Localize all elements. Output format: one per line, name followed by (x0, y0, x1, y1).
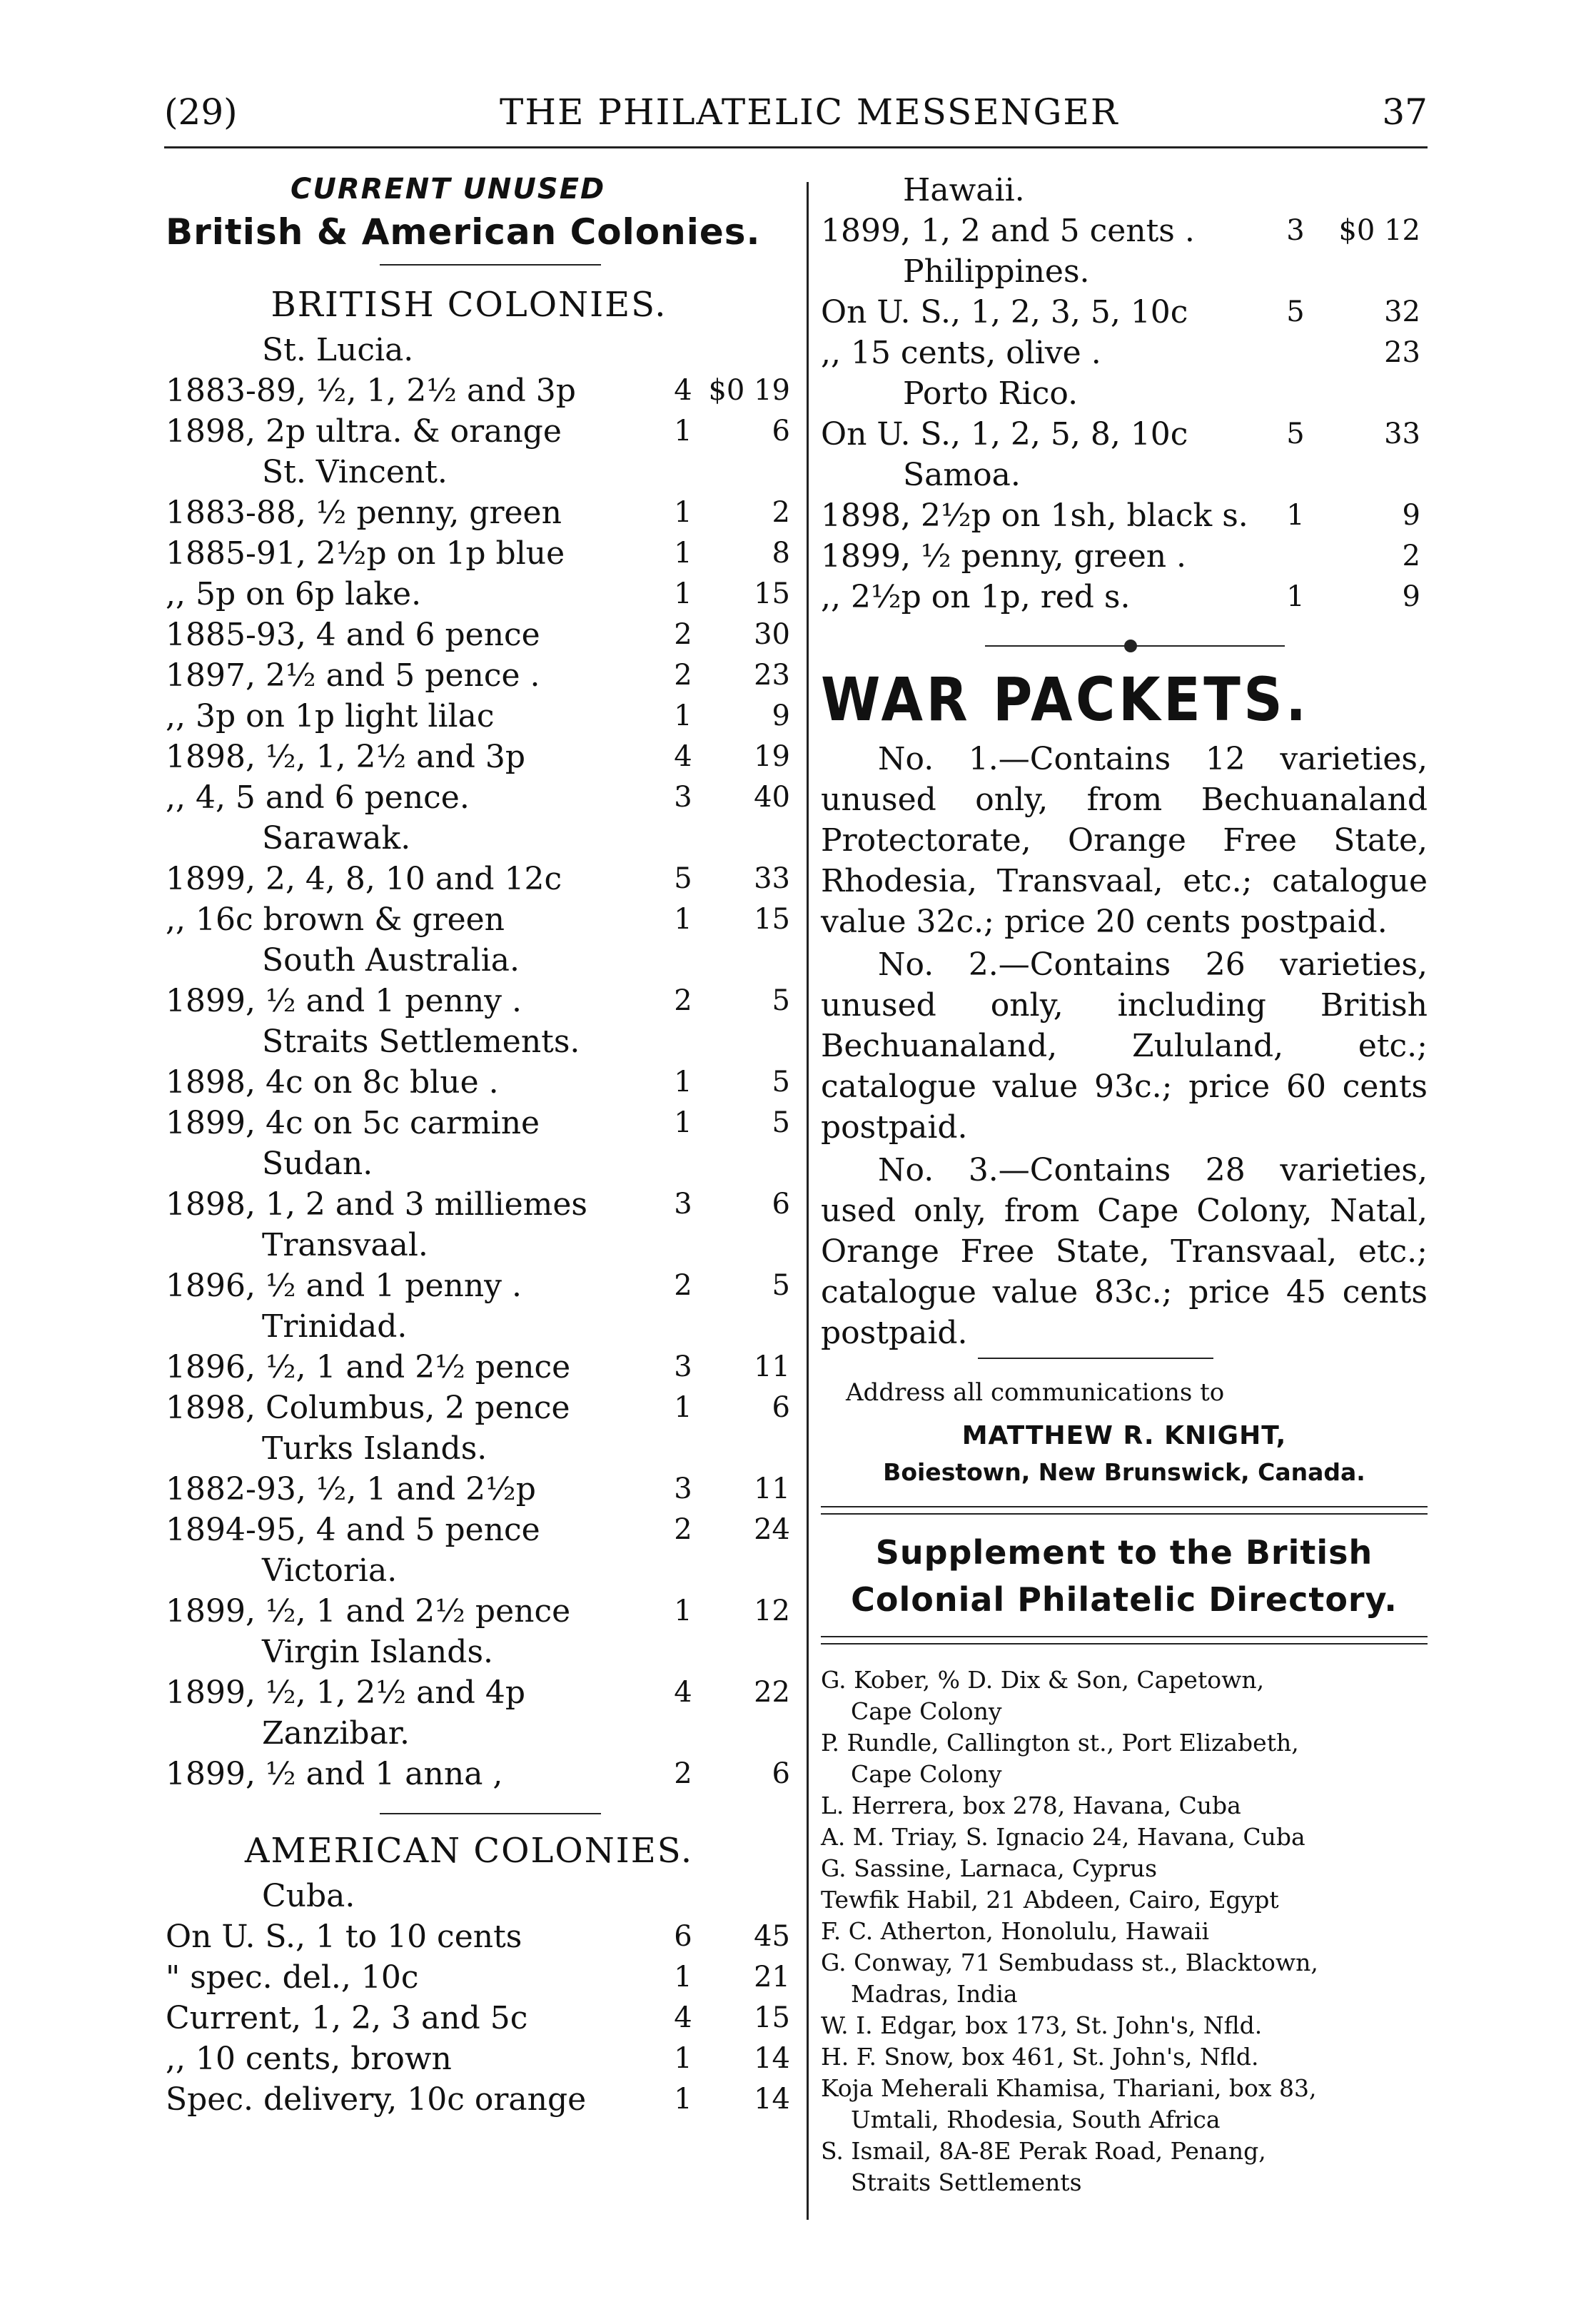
divider (380, 1813, 601, 1814)
divider (978, 1358, 1213, 1359)
price-row (166, 1957, 801, 1998)
item-description: 1882-93, ½, 1 and 2½p (166, 1471, 536, 1507)
war-packets-title: WAR PACKETS. (821, 665, 1310, 734)
directory-entry (821, 1790, 1428, 1822)
item-price: 5 (772, 1269, 790, 1302)
directory-entry (821, 1947, 1428, 2010)
ornament-rule (985, 637, 1285, 655)
double-rule (821, 1636, 1428, 1645)
price-row (166, 1103, 801, 1143)
price-row (166, 533, 801, 574)
item-description: 1898, 1, 2 and 3 milliemes (166, 1186, 587, 1223)
item-description: ,, 2½p on 1p, red s. (821, 579, 1131, 615)
item-description: Current, 1, 2, 3 and 5c (166, 2000, 528, 2036)
supplement-title (821, 1529, 1428, 1623)
item-description: 1883-88, ½ penny, green (166, 495, 562, 531)
price-row (821, 536, 1428, 577)
item-price: 12 (754, 1595, 790, 1627)
country-heading (166, 1225, 801, 1265)
price-row (166, 777, 801, 818)
item-price: 2 (772, 496, 790, 529)
item-price: 15 (754, 903, 790, 936)
item-price: 45 (754, 1920, 790, 1953)
item-count: 2 (674, 1513, 692, 1546)
directory-entry-location: Cape Colony (851, 1697, 1002, 1725)
item-count: 4 (674, 1676, 692, 1709)
price-row (166, 655, 801, 696)
item-count: 1 (674, 1066, 692, 1098)
item-price: 9 (772, 699, 790, 732)
item-price: 14 (754, 2083, 790, 2116)
right-column (821, 170, 1428, 2198)
item-description: 1899, ½, 1 and 2½ pence (166, 1593, 571, 1630)
directory-entry (821, 1822, 1428, 1853)
directory-entry (821, 1853, 1428, 1884)
item-count: 1 (674, 1595, 692, 1627)
price-row (166, 1388, 801, 1428)
country-heading (166, 1428, 801, 1469)
double-rule (821, 1506, 1428, 1515)
supplement-title-line-1: Supplement to the British (875, 1533, 1373, 1572)
american-colonies-heading: AMERICAN COLONIES. (244, 1831, 694, 1871)
item-description: Trinidad. (262, 1308, 408, 1345)
price-row (166, 574, 801, 615)
item-price: 15 (754, 2001, 790, 2034)
directory-entry-line: W. I. Edgar, box 173, St. John's, Nfld. (821, 2011, 1263, 2039)
item-price: 6 (772, 415, 790, 448)
item-description: ,, 4, 5 and 6 pence. (166, 779, 470, 816)
country-heading (821, 455, 1428, 495)
price-row (166, 492, 801, 533)
item-price: 23 (754, 659, 790, 692)
item-count: 1 (674, 1961, 692, 1994)
item-price: 8 (772, 537, 790, 570)
price-row (166, 1469, 801, 1510)
price-row (821, 292, 1428, 333)
item-price: 2 (1402, 540, 1420, 572)
directory-list (821, 1664, 1428, 2198)
item-count: 1 (674, 577, 692, 610)
running-header (164, 91, 1428, 141)
item-description: Samoa. (903, 457, 1021, 493)
item-count: 6 (674, 1920, 692, 1953)
section-kicker: CURRENT UNUSED (291, 173, 606, 206)
item-count: 1 (674, 2083, 692, 2116)
item-description: 1897, 2½ and 5 pence . (166, 657, 540, 694)
page-number: 37 (1382, 91, 1428, 133)
directory-entry-location: Cape Colony (851, 1760, 1002, 1788)
british-price-list (166, 330, 801, 1794)
price-row (166, 981, 801, 1021)
directory-entry-line: H. F. Snow, box 461, St. John's, Nfld. (821, 2043, 1259, 2071)
item-price: 33 (1384, 418, 1420, 450)
item-count: 3 (674, 1350, 692, 1383)
left-column (166, 170, 801, 2120)
item-count: 3 (674, 781, 692, 814)
item-price: 22 (754, 1676, 790, 1709)
price-row (821, 577, 1428, 617)
country-heading (821, 373, 1428, 414)
item-description: Porto Rico. (903, 375, 1079, 412)
item-count: 1 (1286, 499, 1305, 532)
item-description: 1885-93, 4 and 6 pence (166, 617, 540, 653)
item-price: 21 (754, 1961, 790, 1994)
price-row (166, 1998, 801, 2038)
directory-entry (821, 1916, 1428, 1947)
item-price: 14 (754, 2042, 790, 2075)
british-colonies-heading: BRITISH COLONIES. (271, 285, 667, 325)
country-heading (166, 1143, 801, 1184)
item-count: 4 (674, 2001, 692, 2034)
item-description: Straits Settlements. (262, 1024, 580, 1060)
item-description: 1883-89, ½, 1, 2½ and 3p (166, 373, 576, 409)
item-description: " spec. del., 10c (166, 1959, 419, 1996)
directory-entry (821, 2073, 1428, 2136)
item-description: On U. S., 1, 2, 5, 8, 10c (821, 416, 1188, 453)
country-heading (166, 1632, 801, 1672)
country-heading (166, 1550, 801, 1591)
item-price: 6 (772, 1188, 790, 1221)
directory-entry-line: L. Herrera, box 278, Havana, Cuba (821, 1792, 1241, 1819)
item-description: Sarawak. (262, 820, 411, 857)
price-row (166, 1510, 801, 1550)
item-count: 5 (1286, 418, 1305, 450)
item-price: 32 (1384, 295, 1420, 328)
directory-entry-line: A. M. Triay, S. Ignacio 24, Havana, Cuba (821, 1823, 1305, 1851)
price-row (166, 1916, 801, 1957)
item-count: 2 (674, 1757, 692, 1790)
address-line: Address all communications to (846, 1378, 1225, 1407)
country-heading (166, 1021, 801, 1062)
price-row (166, 1062, 801, 1103)
item-count: 3 (674, 1472, 692, 1505)
directory-entry (821, 2041, 1428, 2073)
directory-entry-line: G. Conway, 71 Sembudass st., Blacktown, (821, 1949, 1318, 1976)
item-price: 40 (754, 781, 790, 814)
item-description: 1898, ½, 1, 2½ and 3p (166, 739, 526, 775)
item-description: 1898, 2½p on 1sh, black s. (821, 497, 1248, 534)
item-count: 1 (674, 537, 692, 570)
item-count: 1 (1286, 580, 1305, 613)
price-row (821, 333, 1428, 373)
country-heading (166, 1876, 801, 1916)
item-description: Victoria. (262, 1552, 398, 1589)
item-description: 1885-91, 2½p on 1p blue (166, 535, 565, 572)
price-row (166, 1265, 801, 1306)
item-price: 19 (754, 740, 790, 773)
item-count: 1 (674, 699, 692, 732)
section-title: British & American Colonies. (166, 211, 761, 253)
item-price: 5 (772, 1066, 790, 1098)
price-row (821, 414, 1428, 455)
directory-entry-line: G. Kober, % D. Dix & Son, Capetown, (821, 1666, 1265, 1694)
item-description: St. Lucia. (262, 332, 414, 368)
item-price: 6 (772, 1391, 790, 1424)
item-price: 9 (1402, 580, 1420, 613)
price-row (166, 859, 801, 899)
item-description: 1899, 2, 4, 8, 10 and 12c (166, 861, 562, 897)
item-count: 2 (674, 984, 692, 1017)
item-count: 2 (674, 618, 692, 651)
item-price: 23 (1384, 336, 1420, 369)
item-price: $0 19 (708, 374, 790, 407)
item-description: 1898, 2p ultra. & orange (166, 413, 562, 450)
item-description: Turks Islands. (262, 1430, 488, 1467)
item-description: 1899, ½ and 1 anna , (166, 1756, 503, 1792)
item-description: ,, 3p on 1p light lilac (166, 698, 495, 734)
country-heading (166, 1713, 801, 1754)
item-description: 1896, ½, 1 and 2½ pence (166, 1349, 571, 1385)
item-description: 1899, 4c on 5c carmine (166, 1105, 540, 1141)
item-price: 11 (754, 1472, 790, 1505)
item-description: ,, 16c brown & green (166, 901, 505, 938)
item-price: 11 (754, 1350, 790, 1383)
price-row (166, 1184, 801, 1225)
country-heading (166, 452, 801, 492)
price-row (166, 1347, 801, 1388)
directory-entry-line: Koja Meherali Khamisa, Thariani, box 83, (821, 2074, 1317, 2102)
item-count: 1 (674, 1106, 692, 1139)
item-count: 5 (674, 862, 692, 895)
item-price: $0 12 (1338, 214, 1420, 247)
price-row (166, 2079, 801, 2120)
directory-entry-line: S. Ismail, 8A-8E Perak Road, Penang, (821, 2137, 1266, 2165)
item-description: Cuba. (262, 1878, 355, 1914)
country-heading (166, 818, 801, 859)
item-description: Transvaal. (262, 1227, 428, 1263)
item-count: 4 (674, 740, 692, 773)
item-count: 3 (1286, 214, 1305, 247)
dealer-name: MATTHEW R. KNIGHT, (961, 1421, 1287, 1450)
item-count: 1 (674, 903, 692, 936)
item-description: Zanzibar. (262, 1715, 410, 1752)
supplement-title-line-2: Colonial Philatelic Directory. (851, 1580, 1398, 1619)
item-description: Philippines. (903, 253, 1090, 290)
price-row (166, 1591, 801, 1632)
country-heading (166, 940, 801, 981)
item-description: South Australia. (262, 942, 520, 979)
directory-entry-line: P. Rundle, Callington st., Port Elizabeth, (821, 1729, 1299, 1757)
war-packet-description: No. 1.—Contains 12 varieties, unused only, from Bechuanaland Protectorate, Orange Free State, Rhodesia, Transvaal, etc.; catalogue value 32c.; price 20 cents postpaid. (821, 741, 1428, 940)
item-description: Virgin Islands. (262, 1634, 494, 1670)
country-heading (821, 251, 1428, 292)
item-description: 1899, 1, 2 and 5 cents . (821, 213, 1195, 249)
item-price: 5 (772, 1106, 790, 1139)
directory-entry-line: G. Sassine, Larnaca, Cyprus (821, 1854, 1158, 1882)
price-row (166, 1754, 801, 1794)
country-heading (166, 330, 801, 370)
item-description: ,, 10 cents, brown (166, 2041, 452, 2077)
price-row (166, 696, 801, 737)
price-row (166, 370, 801, 411)
item-count: 1 (674, 415, 692, 448)
directory-entry (821, 2010, 1428, 2041)
item-description: On U. S., 1 to 10 cents (166, 1919, 522, 1955)
war-packet-description: No. 2.—Contains 26 varieties, unused only, including British Bechuanaland, Zululand, etc.; catalogue value 93c.; price 60 cents postpaid. (821, 946, 1428, 1146)
item-count: 1 (674, 496, 692, 529)
item-description: ,, 15 cents, olive . (821, 335, 1101, 371)
country-heading (821, 170, 1428, 211)
item-price: 5 (772, 984, 790, 1017)
item-price: 30 (754, 618, 790, 651)
divider (380, 264, 601, 266)
directory-entry (821, 1727, 1428, 1790)
directory-entry (821, 1884, 1428, 1916)
american-price-list-continued (821, 170, 1428, 617)
item-description: ,, 5p on 6p lake. (166, 576, 422, 612)
price-row (166, 615, 801, 655)
item-description: 1896, ½ and 1 penny . (166, 1268, 522, 1304)
item-description: 1898, Columbus, 2 pence (166, 1390, 570, 1426)
item-count: 4 (674, 374, 692, 407)
directory-entry-line: F. C. Atherton, Honolulu, Hawaii (821, 1917, 1210, 1945)
item-count: 1 (674, 2042, 692, 2075)
price-row (821, 211, 1428, 251)
directory-entry (821, 1664, 1428, 1727)
item-description: St. Vincent. (262, 454, 448, 490)
war-packet-description: No. 3.—Contains 28 varieties, used only, from Cape Colony, Natal, Orange Free State, Transvaal, etc.; catalogue value 83c.; price 45 cents postpaid. (821, 1152, 1428, 1351)
column-divider (807, 182, 809, 2220)
item-description: 1898, 4c on 8c blue . (166, 1064, 499, 1101)
directory-entry (821, 2136, 1428, 2198)
price-row (166, 411, 801, 452)
price-row (166, 2038, 801, 2079)
item-description: On U. S., 1, 2, 3, 5, 10c (821, 294, 1188, 330)
item-price: 24 (754, 1513, 790, 1546)
price-row (166, 1672, 801, 1713)
directory-entry-location: Straits Settlements (851, 2168, 1082, 2196)
price-row (166, 899, 801, 940)
american-price-list (166, 1876, 801, 2120)
item-count: 5 (1286, 295, 1305, 328)
price-row (821, 495, 1428, 536)
item-description: 1899, ½ penny, green . (821, 538, 1187, 575)
country-heading (166, 1306, 801, 1347)
directory-entry-location: Umtali, Rhodesia, South Africa (851, 2106, 1221, 2133)
item-count: 2 (674, 659, 692, 692)
item-price: 6 (772, 1757, 790, 1790)
item-description: Spec. delivery, 10c orange (166, 2081, 587, 2118)
item-price: 9 (1402, 499, 1420, 532)
item-price: 33 (754, 862, 790, 895)
item-description: 1899, ½, 1, 2½ and 4p (166, 1674, 526, 1711)
item-description: Hawaii. (903, 172, 1025, 208)
item-count: 2 (674, 1269, 692, 1302)
war-packets-list (821, 739, 1428, 1353)
journal-title: THE PHILATELIC MESSENGER (500, 91, 1119, 133)
item-price: 15 (754, 577, 790, 610)
dealer-place: Boiestown, New Brunswick, Canada. (883, 1458, 1365, 1486)
directory-entry-location: Madras, India (851, 1980, 1018, 2008)
price-row (166, 737, 801, 777)
header-rule (164, 146, 1428, 148)
page-label: (29) (164, 91, 238, 133)
item-count: 3 (674, 1188, 692, 1221)
item-description: Sudan. (262, 1146, 373, 1182)
directory-entry-line: Tewfik Habil, 21 Abdeen, Cairo, Egypt (821, 1886, 1279, 1914)
item-description: 1899, ½ and 1 penny . (166, 983, 522, 1019)
item-count: 1 (674, 1391, 692, 1424)
item-description: 1894-95, 4 and 5 pence (166, 1512, 540, 1548)
